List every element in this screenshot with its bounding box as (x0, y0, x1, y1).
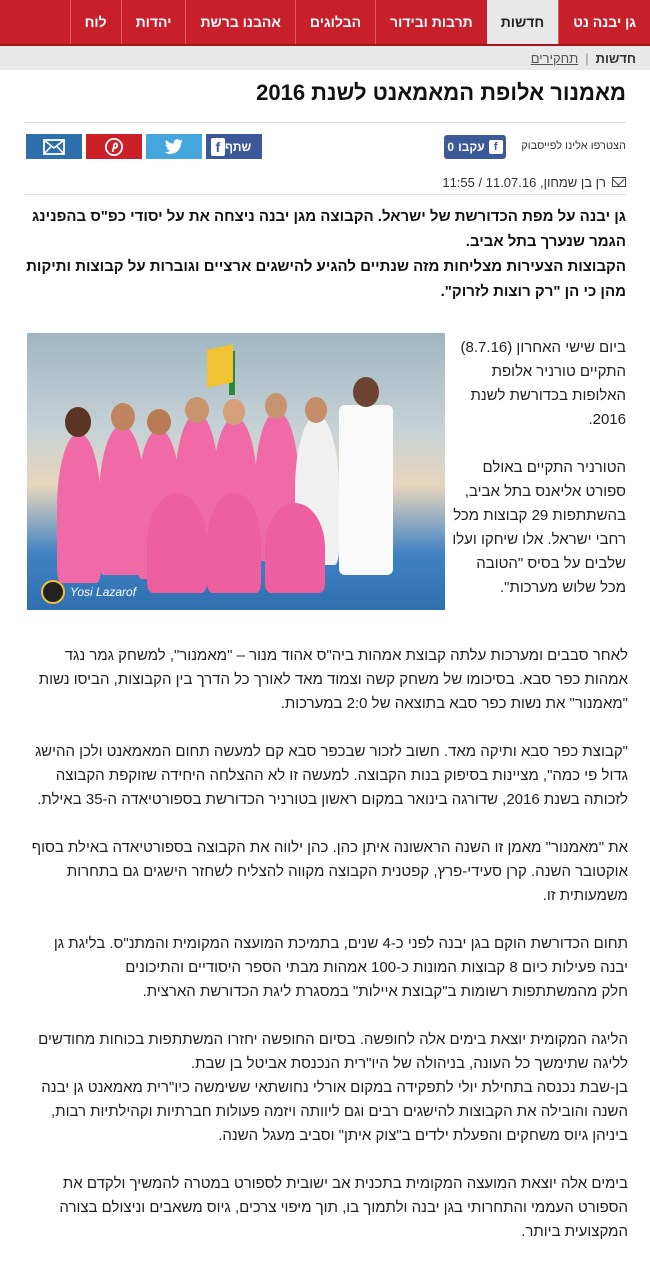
follow-count: 0 (447, 140, 455, 154)
body-paragraph: "קבוצת כפר סבא ותיקה מאד. חשוב לזכור שבכפר סבא קם למעשה תחום המאמאנט ולכן ההישג גדול פי כמה", מציינות בסיפוק בנות הקבוצה. למעשה זו לא ההצלחה היחידה שזוקפת הקבוצה לזכותה בשנת 2016, שדורגה בינואר במקום ראשון בטורניר הכדורשת בספורטיאדה ה-35 באילת. (35, 743, 628, 808)
photo-credit: Yosi Lazarof (70, 585, 137, 599)
article-body (24, 644, 628, 1268)
nav-item-news[interactable]: חדשות (487, 0, 559, 44)
follow-label: עקבו (458, 140, 485, 154)
player-figure (57, 433, 101, 583)
pinterest-share-button[interactable] (86, 134, 142, 159)
twitter-icon (164, 139, 184, 155)
title-divider (24, 122, 626, 123)
nav-item-judaism[interactable]: יהדות (121, 0, 186, 44)
player-head (147, 409, 171, 435)
article-meta (24, 172, 626, 192)
share-label: שתף (224, 139, 252, 154)
lead-paragraph: גן יבנה על מפת הכדורשת של ישראל. הקבוצה מגן יבנה ניצחה את על יסודי כפ"ס בהפנינג הגמר שנערך בתל אביב. (32, 208, 626, 250)
team-photo (27, 333, 445, 610)
nav-item-board[interactable]: לוח (70, 0, 121, 44)
share-row (0, 134, 650, 160)
facebook-icon: f (211, 138, 225, 156)
top-navigation (0, 0, 650, 46)
body-paragraph: לאחר סבבים ומערכות עלתה קבוצת אמהות ביה"ס אהוד מנור – "מאמנור", למשחק גמר נגד אמהות כפר סבא. בסיכומו של משחק קשה וצמוד מאד לאורך כל הדרך בין הקבוצות, הביסו נשות "מאמנור" את נשות כפר סבא בתוצאה של 2:0 במערכות. (38, 647, 628, 712)
player-figure (147, 493, 207, 593)
coach-figure (339, 405, 393, 575)
facebook-icon: f (489, 140, 503, 154)
nav-item-blogs[interactable]: הבלוגים (295, 0, 375, 44)
player-figure (207, 493, 261, 593)
body-paragraph: בן-שבת נכנסה בתחילת יולי לתפקידה במקום אורלי נחושתאי ששימשה כיו"רית מאמאנט גן יבנה השנה והובילה את הקבוצות להישגים רבים וגם ליוותה ויזמה פעולות חברתיות וקהילתיות רבות, ביניהן גיוס משחקים והפעלת ילדים ב"צוק איתן" וסביב מעגל השנה. (41, 1079, 628, 1144)
article-title: מאמנור אלופת המאמאנט לשנת 2016 (256, 80, 626, 105)
body-paragraph: בימים אלה יוצאת המועצה המקומית בתכנית אב ישובית לספורט במטרה להמשיך ולקדם את הספורט העממי והתחרותי בגן יבנה ולתמוך בו, תוך מיפוי צרכים, גיוס משאבים וניצולם בצורה המקצועית ביותר. (59, 1175, 628, 1240)
player-head (185, 397, 209, 423)
breadcrumb (0, 46, 650, 70)
nav-item-loved-online[interactable]: אהבנו ברשת (185, 0, 294, 44)
flag (207, 344, 233, 388)
player-head (265, 393, 287, 419)
envelope-icon (43, 139, 65, 155)
meta-divider (24, 194, 626, 195)
breadcrumb-main[interactable]: חדשות (595, 50, 636, 66)
nav-item-culture[interactable]: תרבות ובידור (375, 0, 487, 44)
email-share-button[interactable] (26, 134, 82, 159)
author-date: רן בן שמחון, 11.07.16 / 11:55 (442, 174, 606, 190)
mail-author-icon[interactable] (612, 177, 626, 187)
body-paragraph: את "מאמנור" מאמן זו השנה הראשונה איתן כהן. כהן ילווה את הקבוצה בספורטיאדה באילת בסוף אוקטובר השנה. קרן סעידי-פרץ, קפטנית הקבוצה מקווה להצליח לשחזר הישגים גם בתחרות משמעותית זו. (31, 839, 628, 904)
pinterest-icon (105, 138, 123, 156)
player-head (305, 397, 327, 423)
player-head (223, 399, 245, 425)
breadcrumb-sub[interactable]: תחקירים (530, 50, 579, 66)
facebook-follow-button[interactable] (444, 135, 506, 159)
body-paragraph: חלק מהמשתתפות רשומות ב"קבוצת איילות" במסגרת ליגת הכדורשת הארצית. (142, 983, 628, 1000)
nav-item-gan-yavne-net[interactable]: גן יבנה נט (558, 0, 650, 44)
article-side-text (451, 336, 626, 624)
player-head (111, 403, 135, 431)
facebook-share-button[interactable] (206, 134, 262, 159)
player-figure (265, 503, 325, 593)
body-paragraph: תחום הכדורשת הוקם בגן יבנה לפני כ-4 שנים, בתמיכת המועצה המקומית והמתנ"ס. בליגת גן יבנה פעילות כיום 8 קבוצות המונות כ-100 אמהות מבתי הספר היסודיים והתיכונים (53, 935, 628, 976)
body-paragraph: הליגה המקומית יוצאת בימים אלה לחופשה. בסיום החופשה יחזרו המשתתפות בכוחות מחודשים לליגה שתימשך כל העונה, בניהולה של היו"רית הנכנסת אביטל בן שבת. (38, 1031, 628, 1072)
body-paragraph: הטורניר התקיים באולם ספורט אליאנס בתל אביב, בהשתתפות 29 קבוצות מכל רחבי ישראל. אלו שיחקו ועלו שלבים על בסיס "הטובה מכל שלוש מערכות". (452, 459, 626, 596)
breadcrumb-separator: | (585, 50, 589, 66)
photo-watermark (41, 580, 136, 604)
article-lead (24, 204, 626, 304)
body-paragraph: ביום שישי האחרון (8.7.16) התקיים טורניר אלופת האלופות בכדורשת לשנת 2016. (460, 339, 626, 428)
photographer-logo (41, 580, 65, 604)
player-head (65, 407, 91, 437)
twitter-share-button[interactable] (146, 134, 202, 159)
coach-head (353, 377, 379, 407)
facebook-join-text: הצטרפו אלינו לפייסבוק (521, 140, 626, 152)
lead-paragraph: הקבוצות הצעירות מצליחות מזה שנתיים להגיע להישגים ארציים וגוברות על קבוצות ותיקות מהן כי הן "רק רוצות לזרוק". (26, 258, 626, 300)
